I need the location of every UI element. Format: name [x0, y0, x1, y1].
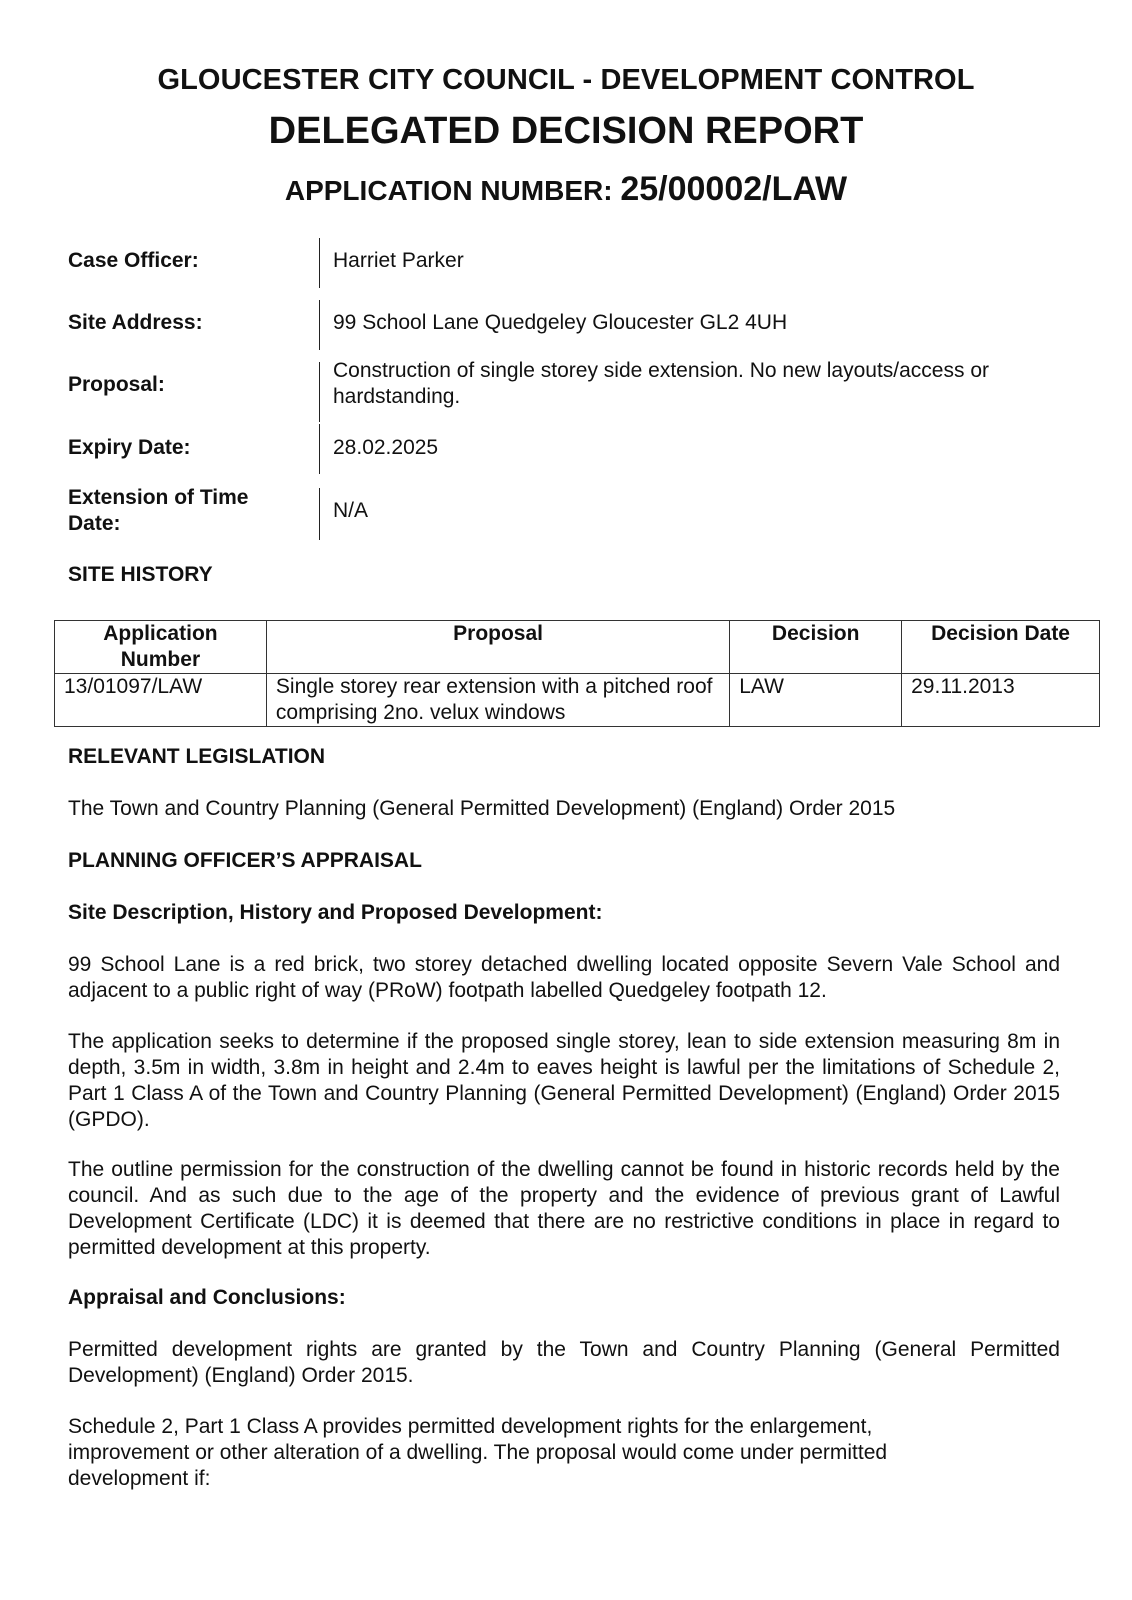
- application-number: 25/00002/LAW: [620, 170, 848, 208]
- application-number-heading: [0, 170, 1132, 209]
- field-divider: [319, 424, 320, 474]
- case-officer-label: Case Officer:: [68, 249, 199, 272]
- field-divider: [319, 238, 320, 288]
- extension-of-time-label: Extension of Time Date:: [68, 486, 249, 535]
- legislation-text: The Town and Country Planning (General Permitted Development) (England) Order 2015: [68, 797, 896, 820]
- column-header: Decision Date: [902, 621, 1100, 674]
- expiry-date-label: Expiry Date:: [68, 436, 191, 459]
- field-divider: [319, 488, 320, 540]
- case-officer-value: Harriet Parker: [333, 249, 464, 272]
- site-description-paragraph: 99 School Lane is a red brick, two storey detached dwelling located opposite Severn Vale School and adjacent to a public right of way (PRoW) footpath labelled Quedgeley footpath 12.: [68, 953, 1060, 1002]
- conclusions-heading: Appraisal and Conclusions:: [68, 1286, 346, 1309]
- column-header: Proposal: [266, 621, 729, 674]
- site-description-heading: Site Description, History and Proposed Development:: [68, 901, 603, 924]
- field-divider: [319, 362, 320, 422]
- table-row: [55, 674, 1100, 727]
- relevant-legislation-heading: RELEVANT LEGISLATION: [68, 745, 326, 768]
- field-divider: [319, 300, 320, 350]
- proposal-value: Construction of single storey side extension. No new layouts/access or hardstanding.: [333, 359, 989, 408]
- site-address-label: Site Address:: [68, 311, 203, 334]
- table-header-row: [55, 621, 1100, 674]
- report-title: DELEGATED DECISION REPORT: [268, 110, 864, 152]
- site-history-table: [54, 620, 1100, 727]
- column-header: Decision: [730, 621, 902, 674]
- class-a-paragraph: Schedule 2, Part 1 Class A provides permitted development rights for the enlargement, improvement or other alteration of a dwelling. The proposal would come under permitted development if:: [68, 1415, 888, 1490]
- application-number-cell: 13/01097/LAW: [55, 674, 267, 727]
- site-address-value: 99 School Lane Quedgeley Gloucester GL2 4UH: [333, 311, 788, 334]
- column-header: Application Number: [55, 621, 267, 674]
- decision-date-cell: 29.11.2013: [902, 674, 1100, 727]
- proposal-cell: Single storey rear extension with a pitched roof comprising 2no. velux windows: [266, 674, 729, 727]
- expiry-date-value: 28.02.2025: [333, 436, 439, 459]
- proposal-label: Proposal:: [68, 373, 165, 396]
- council-heading: GLOUCESTER CITY COUNCIL - DEVELOPMENT CONTROL: [157, 64, 975, 96]
- permission-history-paragraph: The outline permission for the construction of the dwelling cannot be found in historic records held by the council. And as such due to the age of the property and the evidence of previous grant of Lawful Development Certificate (LDC) it is deemed that there are no restrictive conditions in place in regard to permitted development at this property.: [68, 1158, 1060, 1259]
- conclusions-paragraph: Permitted development rights are granted by the Town and Country Planning (General Permitted Development) (England) Order 2015.: [68, 1338, 1060, 1387]
- site-history-heading: SITE HISTORY: [68, 563, 213, 586]
- extension-of-time-value: N/A: [333, 499, 369, 522]
- application-number-label: APPLICATION NUMBER:: [284, 175, 621, 206]
- decision-cell: LAW: [730, 674, 902, 727]
- appraisal-heading: PLANNING OFFICER’S APPRAISAL: [68, 849, 422, 872]
- proposal-description-paragraph: The application seeks to determine if the proposed single storey, lean to side extension measuring 8m in depth, 3.5m in width, 3.8m in height and 2.4m to eaves height is lawful per the limitations of Schedule 2, Part 1 Class A of the Town and Country Planning (General Permitted Development) (England) Order 2015 (GPDO).: [68, 1030, 1060, 1131]
